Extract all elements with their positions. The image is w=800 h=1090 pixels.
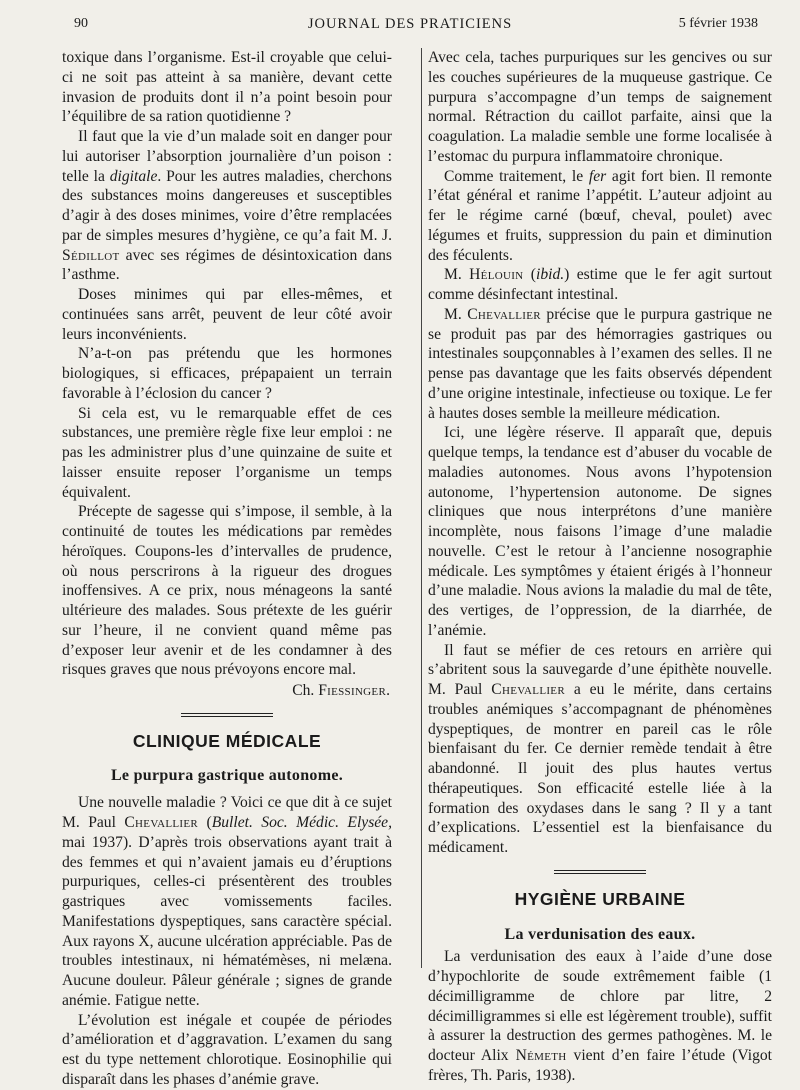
- column-divider: [421, 48, 422, 968]
- paragraph: L’évolution est inégale et coupée de périodes d’amélioration et d’aggravation. L’examen du sang est du type nettement chlorotique. Eosinophilie qui disparaît dans les phases d’anémie grave.: [62, 1011, 392, 1088]
- paragraph: M. Chevallier précise que le purpura gastrique ne se produit pas par des hémorragies gastriques ou intestinales soupçonnables à l’examen des selles. Il ne pense pas davantage que les faits observés dépendent d’une origine intestinale, infectieuse ou toxique. Le fer à hautes doses semble la meilleure médication.: [428, 305, 772, 422]
- right-column: [428, 48, 772, 1086]
- author-name: Chevallier: [467, 305, 541, 323]
- author-name: Hélouin: [469, 266, 524, 284]
- author-name: Chevallier: [491, 681, 565, 698]
- paragraph: Il faut se méfier de ces retours en arrière qui s’abritent sous la sauvegarde d’une épithète nouvelle. M. Paul Chevallier a eu le mérite, dans certains troubles anémiques s’accompagnant de phénomènes dyspeptiques, de montrer en pareil cas le rôle bienfaisant du fer. Ce dernier remède tendait à être abandonné. Il jouit des plus hautes vertus thérapeutiques. Son efficacité estelle liée à la formation des oxydases dans le sang ? Il y a tant d’explications. L’essentiel est la bienfaisance du médicament.: [428, 641, 772, 856]
- issue-date: 5 février 1938: [678, 16, 758, 31]
- section-title: HYGIÈNE URBAINE: [514, 888, 686, 909]
- author-name: Sédillot: [62, 246, 120, 264]
- article-title: Le purpura gastrique autonome.: [110, 766, 344, 784]
- paragraph: N’a-t-on pas prétendu que les hormones biologiques, si efficaces, prépараient un terrain favorable à l’éclosion du cancer ?: [62, 345, 392, 402]
- signature: Ch. Fiessinger.: [292, 682, 390, 699]
- article-title: La verdunisation des eaux.: [504, 925, 696, 943]
- paragraph: Comme traitement, le fer agit fort bien. Il remonte l’état général et ranime l’appétit. L’auteur adjoint au fer le régime carné (bœuf, cheval, poulet) avec légumes et fruits, suppression du pain et diminution des féculents.: [428, 167, 772, 264]
- section-divider: [554, 870, 646, 874]
- paragraph: Il faut que la vie d’un malade soit en danger pour lui autoriser l’absorption journalière d’un poison : telle la digitale. Pour les autres maladies, cherchons des substances moins dangereuses et susceptibles d’agir à des doses minimes, voire d’être remplacées par de simples mesures d’hygiène, ce qu’a fait M. J. Sédillot avec ses régimes de désintoxication dans l’asthme.: [62, 128, 392, 284]
- paragraph: Précepte de sagesse qui s’impose, il semble, à la continuité de toutes les médications par remèdes héroïques. Coupons-les d’intervalles de prudence, où nous perscrirons à la rigueur des drogues inoffensives. A ce prix, nous ménageons la santé ultérieure des malades. Sous prétexte de les guérir sur l’heure, il ne convient quand même pas d’exposer leur avenir et de les condamner à des risques graves que nous prévoyons encore mal.: [62, 503, 392, 679]
- left-column: [62, 48, 392, 1090]
- section-divider: [181, 713, 273, 717]
- paragraph: Ici, une légère réserve. Il apparaît que, depuis quelque temps, la tendance est d’abuser du vocable de maladies autonomes. Nous avons l’hypotension autonome, l’hypertension autonome. De signes cliniques que nous interprétons d’une manière incomplète, nous faisons l’image d’une maladie nouvelle. C’est le retour à l’ancienne nosographie médicale. Les symptômes y étaient érigés à l’honneur d’une maladie. Nous avions la maladie du mal de tête, des vertiges, de l’oppression, de la diarrhée, de l’anémie.: [428, 424, 772, 639]
- section-title: CLINIQUE MÉDICALE: [132, 730, 322, 751]
- page-number: 90: [74, 16, 88, 31]
- paragraph: La verdunisation des eaux à l’aide d’une dose d’hypochlorite de soude extrêmement faible (1 décimilligramme de chlore par litre, 2 décimilligrammes si elle est légèrement trouble), suffit à assurer la destruction des germes pathogènes. M. le docteur Alix Németh vient d’en faire l’étude (Vigot frères, Th. Paris, 1938).: [428, 948, 772, 1084]
- paragraph: Une nouvelle maladie ? Voici ce que dit à ce sujet M. Paul Chevallier (Bullet. Soc. Médic. Elysée, mai 1937). D’après trois observations ayant trait à des femmes et qui n’avaient jamais eu d’éruptions purpuriques, celles-ci présentèrent des troubles gastriques avec vomissements faciles. Manifestations dyspeptiques, sans caractère spécial. Aux rayons X, aucune ulcération appréciable. Pas de troubles intestinaux, ni hématémèses, ni melæna. Aucune douleur. Pâleur générale ; signes de grande anémie. Fatigue nette.: [62, 794, 393, 1009]
- journal-title: JOURNAL DES PRATICIENS: [307, 16, 513, 32]
- paragraph: M. Hélouin (ibid.) estime que le fer agit surtout comme désinfectant intestinal.: [428, 266, 772, 303]
- author-name: Chevallier: [124, 814, 199, 831]
- paragraph: toxique dans l’organisme. Est-il croyable que celui-ci ne soit pas atteint à sa manière, devant cette invasion de produits dont il n’a point besoin pour l’équilibre de sa ration quotidienne ?: [62, 49, 392, 126]
- paragraph: Si cela est, vu le remarquable effet de ces substances, une première règle fixe leur emploi : ne pas les administrer plus d’une quinzaine de suite et laisser ensuite reposer l’organisme un temps équivalent.: [62, 404, 392, 501]
- paragraph: Avec cela, taches purpuriques sur les gencives ou sur les couches supérieures de la muqueuse gastrique. Ce purpura s’accompagne d’un temps de saignement normal. Rétraction du caillot parfaite, ainsi que la coagulation. La maladie semble une forme localisée à l’estomac du purpura inflammatoire chronique.: [428, 49, 772, 165]
- paragraph: Doses minimes qui par elles-mêmes, et continuées sans arrêt, peuvent de leur côté avoir leurs inconvénients.: [62, 286, 392, 343]
- author-name: Németh: [515, 1047, 567, 1064]
- page-header: [62, 14, 758, 36]
